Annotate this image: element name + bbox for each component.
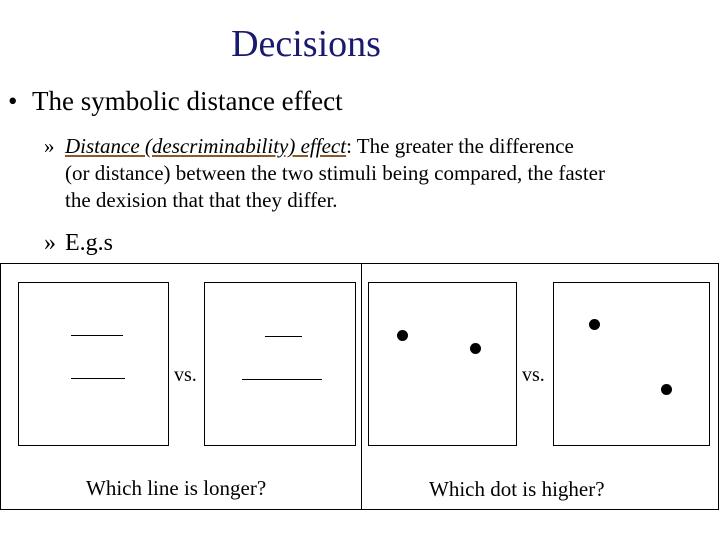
line-panel-b	[204, 282, 356, 446]
main-bullet-text: The symbolic distance effect	[32, 86, 343, 116]
slide-title: Decisions	[231, 23, 381, 65]
definition-text-1: : The greater the difference	[346, 134, 574, 158]
dot-high	[397, 330, 408, 341]
definition-line-1	[44, 133, 714, 160]
sub-bullet-marker: »	[44, 134, 55, 158]
lines-caption: Which line is longer?	[86, 476, 267, 500]
comparison-line	[71, 378, 125, 379]
line-panel-a	[18, 282, 169, 446]
main-bullet	[8, 86, 343, 117]
definition-line-3: the dexision that that they differ.	[65, 188, 338, 212]
dot-panel-b	[553, 282, 710, 446]
long-line	[242, 379, 322, 380]
definition-line-2: (or distance) between the two stimuli being compared, the faster	[65, 161, 605, 185]
dot-high	[589, 319, 600, 330]
sub-bullet-examples	[44, 230, 113, 257]
bullet-marker: •	[8, 86, 18, 116]
vs-label-lines: vs.	[174, 364, 197, 386]
sub-bullet-marker: »	[44, 230, 56, 256]
dot-low	[661, 384, 672, 395]
figure-divider	[361, 264, 362, 509]
example-figure	[0, 263, 719, 510]
effect-term: Distance (descriminability) effect	[65, 134, 347, 158]
examples-label: E.g.s	[65, 230, 113, 256]
short-line	[265, 336, 302, 337]
dots-caption: Which dot is higher?	[429, 477, 605, 501]
dot-low	[470, 343, 481, 354]
vs-label-dots: vs.	[522, 364, 545, 386]
short-line	[71, 335, 123, 336]
sub-bullet-definition	[44, 133, 714, 214]
dot-panel-a	[368, 282, 517, 446]
